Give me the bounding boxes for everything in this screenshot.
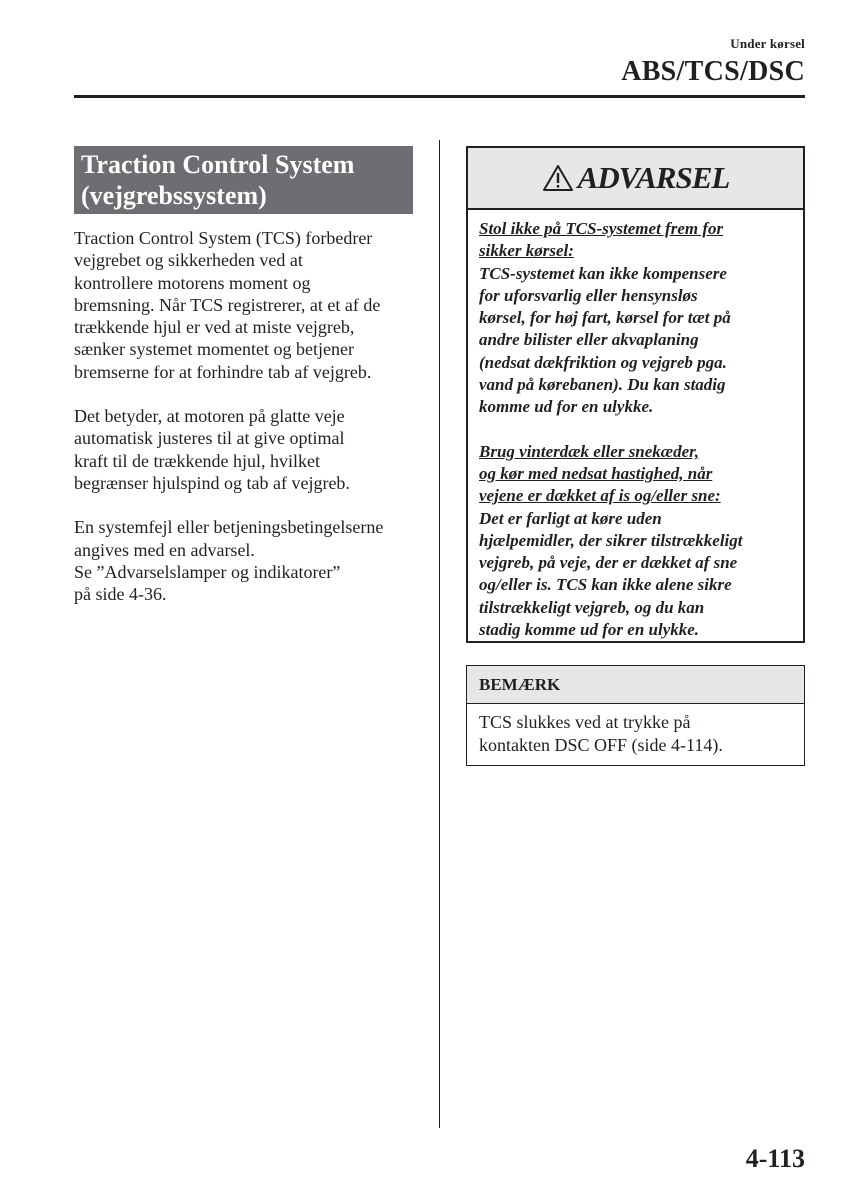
body-line: begrænser hjulspind og tab af vejgreb.	[74, 472, 350, 493]
column-divider	[439, 140, 440, 1128]
warning-line: TCS-systemet kan ikke kompensere	[479, 263, 727, 283]
body-paragraph	[74, 516, 426, 605]
note-line: kontakten DSC OFF (side 4-114).	[479, 734, 723, 755]
warning-header	[468, 148, 803, 210]
body-line: vejgrebet og sikkerheden ved at	[74, 250, 303, 271]
warning-line: og/eller is. TCS kan ikke alene sikre	[479, 575, 732, 595]
body-line: bremsning. Når TCS registrerer, at et af de	[74, 294, 381, 315]
section-heading	[74, 146, 413, 214]
body-line: Det betyder, at motoren på glatte veje	[74, 406, 345, 427]
body-paragraph	[74, 405, 426, 494]
page-number: 4-113	[745, 1144, 805, 1173]
warning-box	[466, 146, 805, 643]
body-line: angives med en advarsel.	[74, 539, 255, 560]
body-line: kraft til de trækkende hjul, hvilket	[74, 450, 320, 471]
warning-line: vejgreb, på veje, der er dækket af sne	[479, 553, 738, 573]
warning-block	[479, 441, 793, 642]
body-line: Se ”Advarselslamper og indikatorer”	[74, 561, 341, 582]
note-body	[467, 704, 804, 756]
warning-line: andre bilister eller akvaplaning	[479, 330, 699, 350]
body-line: bremserne for at forhindre tab af vejgreb.	[74, 361, 372, 382]
warning-title: ADVARSEL	[577, 160, 730, 195]
body-line: En systemfejl eller betjeningsbetingelserne	[74, 517, 384, 538]
body-line: på side 4-36.	[74, 584, 167, 605]
body-text	[74, 227, 426, 627]
warning-line: komme ud for en ulykke.	[479, 397, 654, 417]
note-line: TCS slukkes ved at trykke på	[479, 712, 691, 732]
body-line: automatisk justeres til at give optimal	[74, 428, 345, 449]
warning-line: vand på kørebanen). Du kan stadig	[479, 375, 726, 395]
body-line: trækkende hjul er ved at miste vejgreb,	[74, 317, 355, 338]
warning-line: hjælpemidler, der sikrer tilstrækkeligt	[479, 530, 743, 550]
warning-block-heading: vejene er dækket af is og/eller sne:	[479, 486, 721, 506]
warning-line: stadig komme ud for en ulykke.	[479, 620, 700, 640]
warning-block-heading: sikker kørsel:	[479, 241, 574, 261]
body-line: Traction Control System (TCS) forbedrer	[74, 228, 373, 248]
section-heading-line: (vejgrebssystem)	[81, 181, 267, 210]
warning-line: tilstrækkeligt vejgreb, og du kan	[479, 597, 705, 617]
note-title: BEMÆRK	[467, 666, 804, 704]
warning-line: (nedsat dækfriktion og vejgreb pga.	[479, 352, 727, 372]
body-line: sænker systemet momentet og betjener	[74, 339, 354, 360]
warning-line: kørsel, for høj fart, kørsel for tæt på	[479, 308, 731, 328]
warning-block-heading: Brug vinterdæk eller snekæder,	[479, 441, 700, 461]
warning-block-heading: og kør med nedsat hastighed, når	[479, 463, 713, 483]
warning-block-heading: Stol ikke på TCS-systemet frem for	[479, 219, 724, 238]
header-section-label: Under kørsel	[730, 36, 805, 51]
warning-line: for uforsvarlig eller hensynsløs	[479, 285, 698, 305]
section-heading-line: Traction Control System	[81, 150, 355, 179]
warning-triangle-icon	[542, 164, 574, 192]
note-box	[466, 665, 805, 766]
warning-body	[468, 210, 803, 641]
header-rule	[74, 95, 805, 98]
body-paragraph	[74, 227, 426, 383]
page-title: ABS/TCS/DSC	[621, 56, 805, 87]
body-line: kontrollere motorens moment og	[74, 272, 311, 293]
warning-block	[479, 218, 793, 419]
warning-line: Det er farligt at køre uden	[479, 508, 662, 528]
